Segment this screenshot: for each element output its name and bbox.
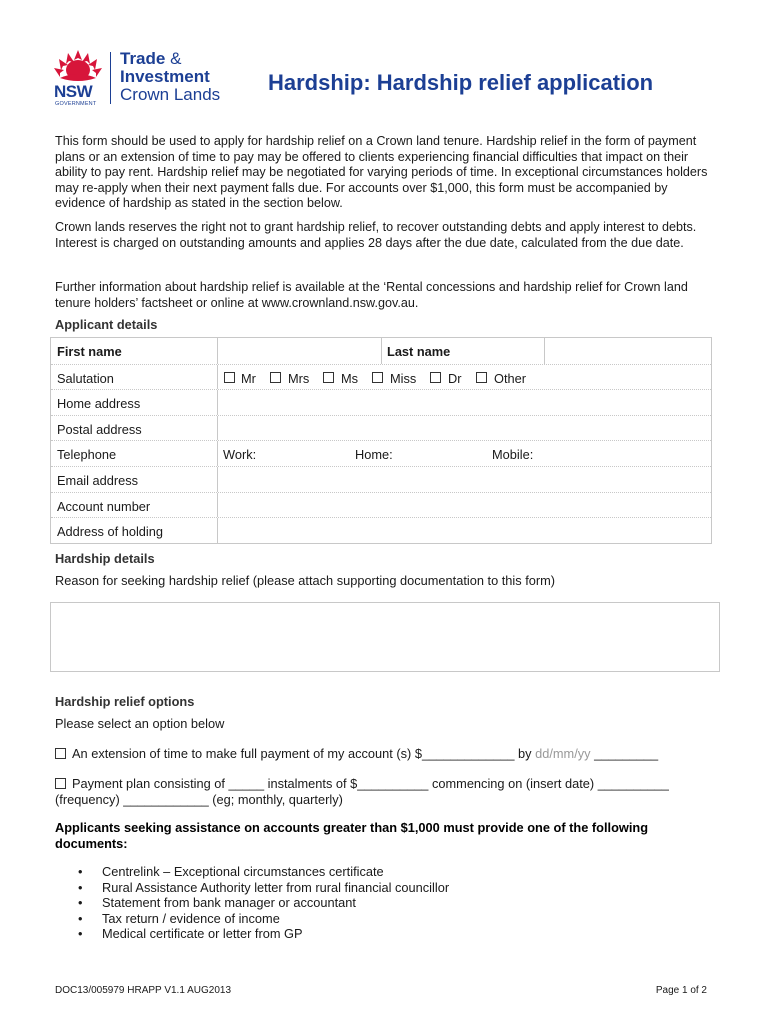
list-item: • Centrelink – Exceptional circumstances certificate: [78, 864, 449, 880]
telephone-label: Telephone: [57, 447, 117, 463]
option-extension-date-blank: _________: [590, 746, 659, 761]
documents-list: [78, 864, 449, 942]
first-name-label: First name: [57, 344, 122, 359]
relief-options-heading: Hardship relief options: [55, 694, 195, 709]
relief-options-instruction: Please select an option below: [55, 716, 225, 731]
intro-paragraph-2: Crown lands reserves the right not to grant hardship relief, to recover outstanding debts and apply interest to debts. Interest is charged on outstanding amounts and applies 28 days after the due date, calculated from the due date.: [55, 220, 697, 250]
intro-paragraph-3: Further information about hardship relief is available at the ‘Rental concessions and hardship relief for Crown land tenure holders’ factsheet or online at www.crownland.nsw.gov.au.: [55, 280, 688, 310]
logo-line-investment: Investment: [120, 67, 210, 86]
first-name-field[interactable]: [218, 338, 381, 364]
salutation-mrs-label: Mrs: [288, 370, 310, 386]
hardship-details-heading: Hardship details: [55, 551, 155, 566]
column-divider: [217, 441, 218, 466]
logo-ampersand: &: [165, 49, 182, 68]
salutation-other-label: Other: [494, 370, 527, 386]
option-payment-plan: [55, 776, 669, 792]
list-item: • Medical certificate or letter from GP: [78, 926, 449, 942]
salutation-ms-label: Ms: [341, 370, 359, 386]
reason-textarea[interactable]: [50, 602, 720, 672]
option-extension-text: An extension of time to make full payment of my account (s) $_____________ by: [72, 746, 536, 761]
logo-nsw-text: NSW: [54, 82, 93, 101]
column-divider: [381, 338, 382, 364]
telephone-home-label[interactable]: Home:: [355, 447, 393, 463]
address-of-holding-field[interactable]: [218, 518, 711, 543]
document-title: Hardship: Hardship relief application: [268, 70, 654, 95]
email-address-label: Email address: [57, 472, 139, 488]
table-row: [51, 492, 711, 518]
logo-divider: [110, 52, 111, 104]
logo-government-text: GOVERNMENT: [55, 101, 97, 107]
salutation-dr-label: Dr: [448, 370, 462, 386]
email-address-field[interactable]: [218, 467, 711, 492]
option-payment-plan-checkbox[interactable]: [55, 778, 66, 789]
home-address-label: Home address: [57, 396, 141, 412]
salutation-ms-checkbox[interactable]: [323, 372, 334, 383]
applicant-details-table: [50, 337, 712, 544]
address-of-holding-label: Address of holding: [57, 524, 163, 540]
telephone-mobile-label[interactable]: Mobile:: [492, 447, 534, 463]
table-row: [51, 364, 711, 390]
intro-paragraph-1: This form should be used to apply for hardship relief on a Crown land tenure. Hardship relief in the form of payment plans or an extension of time to pay may be offered to clients experiencing financial difficulties that impact on their ability to pay rent. Hardship relief may be negotiated for varying periods of time. In exceptional circumstances holders may re-apply when their next payment falls due. For accounts over $1,000, this form must be accompanied by evidence of hardship as stated in the section below.: [55, 134, 708, 211]
salutation-miss-checkbox[interactable]: [372, 372, 383, 383]
postal-address-field[interactable]: [218, 416, 711, 441]
telephone-work-label[interactable]: Work:: [223, 447, 257, 463]
list-item: • Statement from bank manager or accountant: [78, 895, 449, 911]
salutation-other-checkbox[interactable]: [476, 372, 487, 383]
table-row: [51, 415, 711, 441]
list-item: • Rural Assistance Authority letter from rural financial councillor: [78, 880, 449, 896]
table-row: [51, 517, 711, 543]
logo-line-trade: Trade: [120, 49, 166, 68]
last-name-label: Last name: [387, 344, 451, 359]
salutation-label: Salutation: [57, 370, 114, 386]
salutation-dr-checkbox[interactable]: [430, 372, 441, 383]
option-extension: [55, 746, 658, 762]
home-address-field[interactable]: [218, 390, 711, 415]
documents-heading: Applicants seeking assistance on accounts greater than $1,000 must provide one of the following documents:: [55, 820, 649, 851]
footer-document-reference: DOC13/005979 HRAPP V1.1 AUG2013: [55, 985, 232, 996]
account-number-label: Account number: [57, 498, 151, 514]
logo-agency-name: [120, 50, 220, 104]
option-payment-plan-text: Payment plan consisting of _____ instalments of $__________ commencing on (insert date) __________: [72, 776, 669, 791]
waratah-icon: [50, 48, 106, 84]
table-row: [51, 466, 711, 492]
salutation-mr-label: Mr: [241, 370, 256, 386]
salutation-mr-checkbox[interactable]: [224, 372, 235, 383]
salutation-miss-label: Miss: [390, 370, 417, 386]
list-item: • Tax return / evidence of income: [78, 911, 449, 927]
postal-address-label: Postal address: [57, 421, 142, 437]
table-row: [51, 338, 711, 364]
option-extension-date-placeholder[interactable]: dd/mm/yy: [535, 746, 591, 761]
logo-line-crown-lands: Crown Lands: [120, 85, 221, 104]
account-number-field[interactable]: [218, 493, 711, 518]
salutation-mrs-checkbox[interactable]: [270, 372, 281, 383]
column-divider: [217, 365, 218, 390]
reason-label: Reason for seeking hardship relief (please attach supporting documentation to this form): [55, 573, 556, 588]
applicant-details-heading: Applicant details: [55, 317, 158, 332]
logo: [50, 48, 240, 108]
option-extension-checkbox[interactable]: [55, 748, 66, 759]
option-payment-plan-frequency: (frequency) ____________ (eg; monthly, quarterly): [55, 792, 343, 807]
last-name-field[interactable]: [545, 338, 710, 364]
footer-page-number: Page 1 of 2: [655, 985, 707, 996]
table-row: [51, 440, 711, 466]
table-row: [51, 389, 711, 415]
